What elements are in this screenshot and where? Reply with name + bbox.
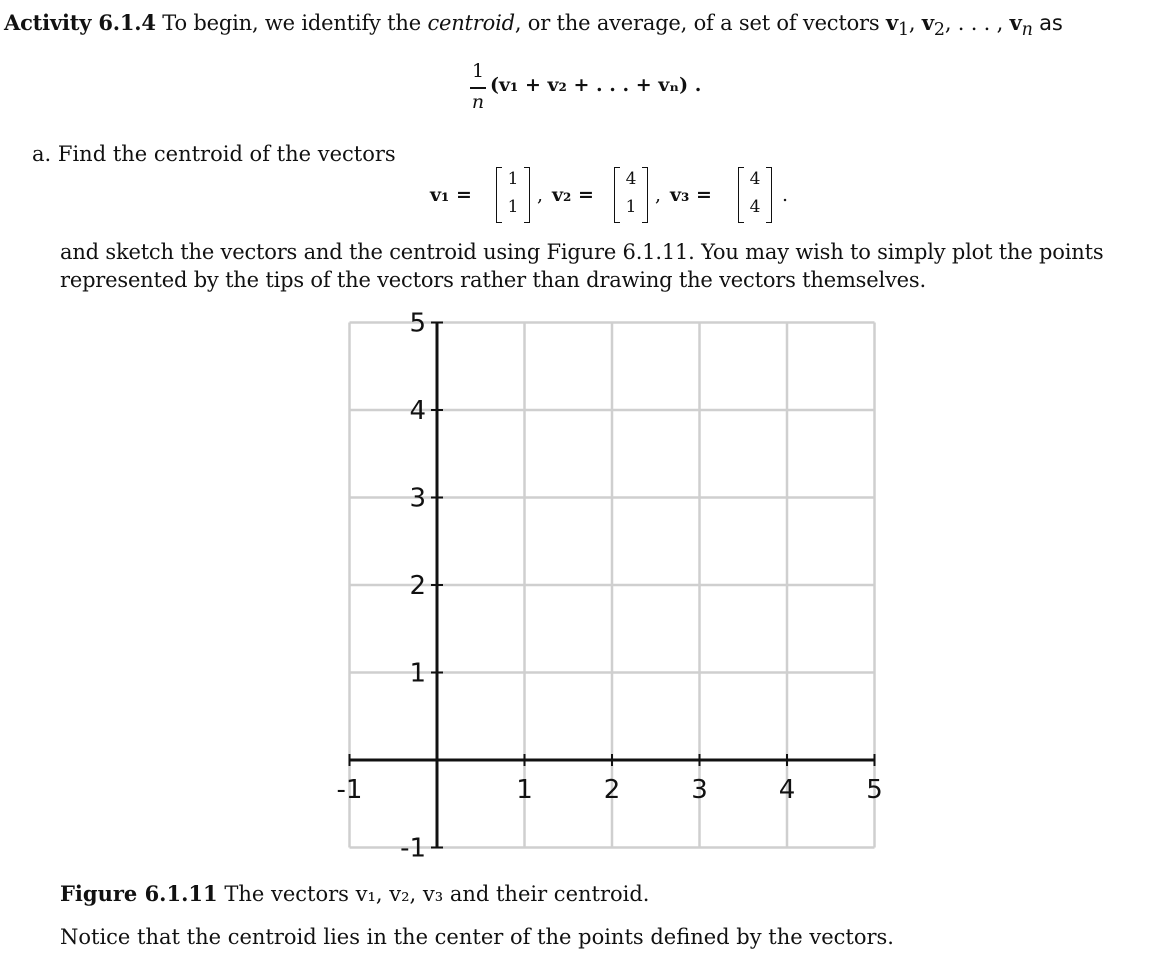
y-tick-label: 3 bbox=[409, 483, 426, 514]
plot-grid bbox=[350, 323, 875, 848]
vector-3-name: v₃ = bbox=[670, 184, 712, 206]
x-tick-label: 2 bbox=[603, 775, 621, 805]
figure-label: Figure 6.1.11 bbox=[60, 881, 218, 906]
activity-statement: Activity 6.1.4 To begin, we identify the centroid, or the average, of a set of vectors $v_1$, $v_2$, . . . , $v_n$ as bbox=[4, 10, 1063, 41]
instruction-text: and sketch the vectors and the centroid using Figure 6.1.11. You may wish to simply plot the points represented by the tips of the vectors rather than drawing the vectors themselves. bbox=[60, 240, 1104, 292]
x-tick-label: 3 bbox=[691, 775, 708, 805]
vector-2-sep: , bbox=[655, 184, 662, 206]
formula-sum: (v₁ + v₂ + . . . + vₙ) . bbox=[490, 74, 702, 96]
vector-3-bottom: 4 bbox=[749, 197, 761, 217]
activity-intro-rest: , or the average, of a set of vectors bbox=[514, 11, 880, 35]
vector-v1-symbol: v bbox=[885, 10, 898, 35]
vector-3-top: 4 bbox=[749, 169, 761, 189]
vector-v2-symbol: v bbox=[921, 10, 934, 35]
vector-vn-subscript: n bbox=[1021, 20, 1033, 41]
ellipsis: , . . . , bbox=[944, 11, 1004, 35]
notice-text: Notice that the centroid lies in the center of the points defined by the vectors. bbox=[60, 925, 894, 949]
vector-1-sep: , bbox=[537, 184, 544, 206]
x-tick-label: 1 bbox=[516, 775, 533, 805]
y-tick-label: -1 bbox=[400, 833, 426, 864]
vector-vn-symbol: v bbox=[1009, 10, 1022, 35]
activity-label: Activity 6.1.4 bbox=[4, 10, 156, 35]
y-tick-label: 2 bbox=[409, 571, 426, 601]
y-tick-label: 4 bbox=[409, 396, 426, 426]
x-tick-label: 5 bbox=[866, 775, 883, 805]
vector-2-name: v₂ = bbox=[552, 184, 594, 206]
vector-3-sep: . bbox=[782, 184, 789, 206]
vector-1-bottom: 1 bbox=[507, 197, 519, 217]
part-a-marker: a. bbox=[32, 142, 52, 166]
vector-1-top: 1 bbox=[507, 169, 519, 189]
as-word: as bbox=[1039, 11, 1063, 35]
activity-intro: To begin, we identify the bbox=[162, 11, 421, 35]
part-a-text: Find the centroid of the vectors bbox=[57, 142, 396, 166]
vector-2-top: 4 bbox=[625, 169, 637, 189]
x-tick-label: -1 bbox=[336, 775, 363, 805]
y-tick-label: 1 bbox=[409, 658, 426, 689]
fraction-denominator: n bbox=[471, 91, 485, 113]
x-tick-label: 4 bbox=[778, 775, 796, 805]
figure-caption bbox=[60, 881, 649, 906]
fraction-numerator: 1 bbox=[471, 60, 485, 82]
y-tick-label: 5 bbox=[409, 308, 426, 339]
figure-caption-text: The vectors v₁, v₂, v₃ and their centroid. bbox=[224, 882, 650, 906]
vector-1-name: v₁ = bbox=[430, 184, 472, 206]
vector-v1-subscript: 1 bbox=[897, 20, 909, 41]
centroid-term: centroid bbox=[427, 11, 515, 35]
vector-2-bottom: 1 bbox=[625, 197, 637, 217]
vector-v2-subscript: 2 bbox=[933, 20, 945, 41]
